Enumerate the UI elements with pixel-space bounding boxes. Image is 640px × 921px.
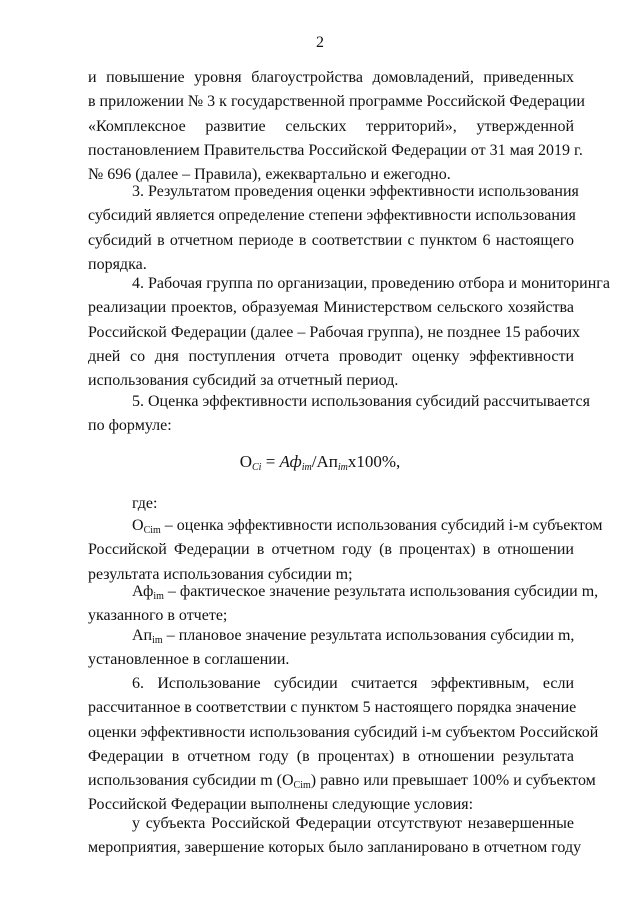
text-line: установленное в соглашении.: [88, 651, 290, 669]
text-line: 6. Использование субсидии считается эффективным, если: [132, 675, 574, 692]
text-line: у субъекта Российской Федерации отсутствуют незавершенные: [132, 815, 574, 832]
paragraph-item-5: [88, 390, 590, 439]
text-line: оценки эффективности использования субсидий i-м субъектом Российской: [88, 723, 599, 741]
text-line: дней со дня поступления отчета проводит оценку эффективности: [88, 347, 574, 365]
text-line: № 696 (далее – Правила), ежеквартально и ежегодно.: [88, 166, 451, 184]
definition-o-cim: [88, 514, 603, 587]
text-line: 5. Оценка эффективности использования субсидий рассчитывается: [132, 393, 590, 410]
text-line: постановлением Правительства Российской Федерации от 31 мая 2019 г.: [88, 141, 583, 159]
formula-slash: /: [311, 452, 317, 471]
text-line: реализации проектов, образуемая Министерством сельского хозяйства: [88, 299, 574, 317]
text-line: использования субсидии m $(О_{Cim})$ равно или превышает 100% и субъектом: [88, 772, 596, 792]
text-line: мероприятия, завершение которых было запланировано в отчетном году: [88, 839, 582, 857]
page-number: 2: [316, 34, 324, 51]
paragraph-1: [88, 66, 585, 187]
text-line: и повышение уровня благоустройства домовладений, приведенных: [88, 69, 574, 86]
text-line: где:: [132, 495, 158, 512]
text-line: «Комплексное развитие сельских территорий», утвержденной: [88, 117, 574, 135]
text-line: Российской Федерации в отчетном году (в процентах) в отношении: [88, 541, 574, 559]
text-line: порядка.: [88, 255, 147, 273]
text-line: $Аф_{im}$ – фактическое значение результата использования субсидии m,: [132, 583, 599, 602]
text-line: $О_{Cim}$ – оценка эффективности использования субсидий i-м субъектом: [132, 517, 603, 536]
paragraph-condition: [88, 812, 582, 861]
text-line: указанного в отчете;: [88, 607, 228, 625]
text-line: результата использования субсидии m;: [88, 565, 353, 583]
paragraph-item-4: [88, 272, 610, 393]
text-line: Федерации в отчетном году (в процентах) в отношении результата: [88, 747, 574, 765]
text-line: в приложении № 3 к государственной программе Российской Федерации: [88, 93, 585, 111]
formula-numerator: $Аф_{im}$: [279, 452, 312, 473]
text-line: по формуле:: [88, 417, 172, 435]
definition-ap-im: [88, 624, 574, 673]
text-line: $Ап_{im}$ – плановое значение результата использования субсидии m,: [132, 627, 575, 646]
paragraph-item-6: [88, 672, 599, 818]
where-label: [88, 492, 574, 516]
formula: [0, 452, 640, 472]
text-line: Российской Федерации (далее – Рабочая группа), не позднее 15 рабочих: [88, 323, 581, 341]
text-line: Российской Федерации выполнены следующие условия:: [88, 796, 474, 814]
text-line: 4. Рабочая группа по организации, проведению отбора и мониторинга: [132, 275, 610, 292]
formula-equals: =: [261, 452, 280, 471]
definition-af-im: [88, 580, 599, 629]
paragraph-item-3: [88, 180, 579, 277]
formula-denominator: $Ап_{im}$: [316, 452, 348, 473]
text-line: субсидий является определение степени эффективности использования: [88, 207, 576, 225]
text-line: 3. Результатом проведения оценки эффективности использования: [132, 183, 579, 200]
text-line: субсидий в отчетном периоде в соответствии с пунктом 6 настоящего: [88, 231, 574, 249]
formula-lhs: $О_{Ci}$: [239, 452, 262, 473]
text-line: использования субсидий за отчетный период.: [88, 372, 399, 390]
text-line: рассчитанное в соответствии с пунктом 5 настоящего порядка значение: [88, 699, 577, 717]
formula-tail: x100%,: [347, 452, 401, 471]
